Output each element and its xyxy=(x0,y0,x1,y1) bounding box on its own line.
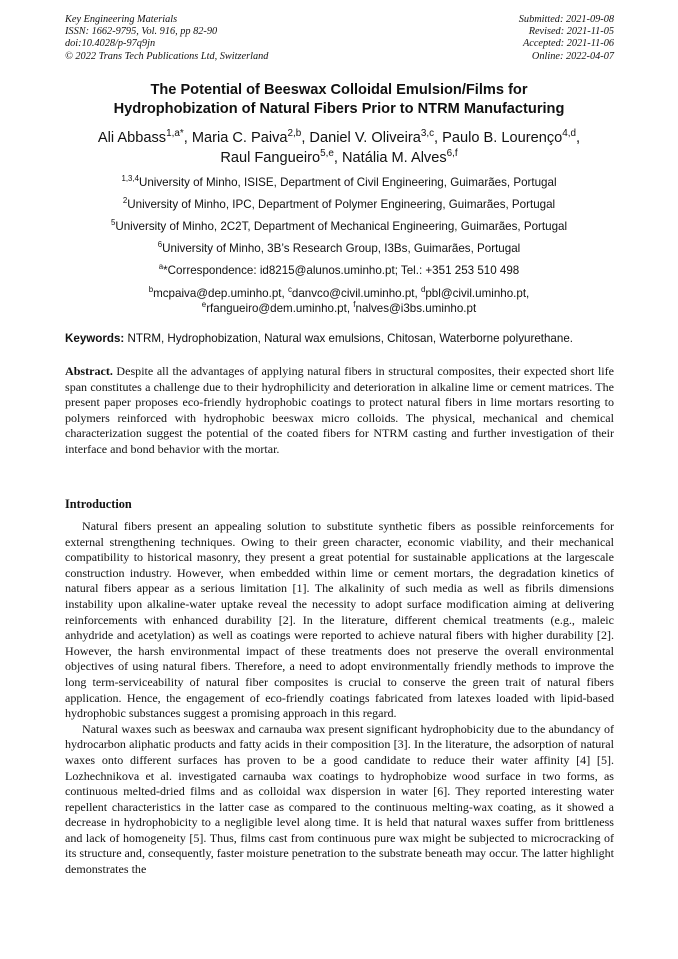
affiliation-text: University of Minho, 2C2T, Department of Mechanical Engineering, Guimarães, Portugal xyxy=(115,220,568,233)
keywords-label: Keywords: xyxy=(65,332,125,345)
email-address: pbl@civil.uminho.pt, xyxy=(425,287,530,300)
email-line xyxy=(55,301,623,316)
author-affiliation-mark: 3,c xyxy=(420,128,435,140)
author-name: Paulo B. Lourenço xyxy=(442,130,563,146)
email-mark: f xyxy=(353,300,356,310)
affiliation-mark: 2 xyxy=(122,196,128,206)
author-separator: , xyxy=(576,130,581,146)
affiliations xyxy=(55,176,623,316)
email-address: danvco@civil.uminho.pt, xyxy=(291,287,421,300)
email-mark: c xyxy=(287,285,292,295)
email-address: mcpaiva@dep.uminho.pt, xyxy=(153,287,288,300)
journal-copyright: © 2022 Trans Tech Publications Ltd, Switzerland xyxy=(65,50,269,62)
email-mark: e xyxy=(201,300,207,310)
author-separator: , xyxy=(333,150,343,166)
revised-date: Revised: 2021-11-05 xyxy=(528,26,614,38)
submission-dates xyxy=(519,14,614,63)
affiliation-text: University of Minho, 3B’s Research Group, I3Bs, Guimarães, Portugal xyxy=(162,242,521,255)
abstract xyxy=(65,364,614,458)
affiliation-mark: 5 xyxy=(110,218,116,228)
email-mark: d xyxy=(420,285,426,295)
introduction-body xyxy=(65,519,614,878)
author-separator: , xyxy=(434,130,443,146)
affiliation-line xyxy=(55,242,623,264)
email-address: nalves@i3bs.uminho.pt xyxy=(355,302,477,315)
email-mark: b xyxy=(148,285,154,295)
abstract-label: Abstract. xyxy=(65,364,113,378)
author-name: Maria C. Paiva xyxy=(191,130,288,146)
journal-doi: doi:10.4028/p-97q9jn xyxy=(65,38,156,50)
affiliation-line xyxy=(55,220,623,242)
author-line xyxy=(55,128,623,148)
online-date: Online: 2022-04-07 xyxy=(531,50,614,62)
email-line xyxy=(55,286,623,301)
author-list xyxy=(55,128,623,168)
author-name: Ali Abbass xyxy=(97,130,167,146)
journal-name: Key Engineering Materials xyxy=(65,14,178,25)
author-name: Natália M. Alves xyxy=(342,150,447,166)
affiliation-line xyxy=(55,198,623,220)
title-line: Hydrophobization of Natural Fibers Prior to NTRM Manufacturing xyxy=(113,100,565,117)
affiliation-mark: a xyxy=(158,262,164,272)
author-name: Raul Fangueiro xyxy=(220,150,321,166)
author-affiliation-mark: 4,d xyxy=(562,128,577,140)
affiliation-text: University of Minho, IPC, Department of Polymer Engineering, Guimarães, Portugal xyxy=(127,198,556,211)
author-emails xyxy=(55,286,623,316)
paper-title xyxy=(60,81,618,118)
paragraph: Natural fibers present an appealing solution to substitute synthetic fibers as possible reinforcements for external strengthening techniques. Owing to their green character, economic viability, and their mechanical compatibility to historical masonry, they present a great potential for sustainable applications at the largescale construction industry. However, when embedded within lime or cement mortars, the degradation kinetics of natural fibers appear as a serious limitation [1]. The alkalinity of such media as well as fibrils dimensions instability upon alkaline-water uptake reveal the necessity to adopt surface modification aiming at delivering reinforcements with enhanced durability [2]. In the literature, different chemical treatments (e.g., maleic anhydride and acetylation) as well as coatings were reported to achieve natural fibers with higher durability [2]. However, the harsh environmental impact of these treatments does not preserve the overall environmental objectives of using natural fibers. Therefore, a need to adopt environmentally friendly methods to improve the long term-serviceability of natural fiber composites is crucial to conserve the green trait of natural fibers application. Hence, the engagement of eco-friendly coatings fabricated from latexes loaded with lipid-based hydrophobic substances suggest a promising approach in this regard. xyxy=(65,519,614,721)
paragraph: Natural waxes such as beeswax and carnauba wax present significant hydrophobicity due to the abundancy of hydrocarbon aliphatic products and fatty acids in their composition [3]. In the literature, the adsorption of natural waxes onto different surfaces has proven to be a good candidate to reduce their water affinity [4] [5]. Lozhechnikova et al. investigated carnauba wax coatings to hydrophobize wood surface in two forms, as continuous melted-dried films and as colloidal wax dispersion in water [6]. They reported interesting water repellent characteristics in the latter case as compared to the continuous melting-wax coating, as it showed a decrease in hydrophobicity to a negligible level along time. It is held that natural waxes suffer from brittleness and lack of homogeneity [5]. Thus, films cast from continuous pure wax might be subjected to microcracking of its structure and, consequently, faster moisture penetration to the substrate beneath may occur. The latter highlight demonstrates the xyxy=(65,721,614,877)
affiliation-mark: 6 xyxy=(157,240,163,250)
submitted-date: Submitted: 2021-09-08 xyxy=(518,14,614,25)
author-line xyxy=(55,148,623,168)
accepted-date: Accepted: 2021-11-06 xyxy=(522,38,614,50)
affiliation-mark: 1,3,4 xyxy=(121,174,139,184)
author-separator: , xyxy=(183,130,192,146)
affiliation-line xyxy=(55,176,623,198)
keywords-text: NTRM, Hydrophobization, Natural wax emulsions, Chitosan, Waterborne polyurethane. xyxy=(124,332,573,345)
title-line: The Potential of Beeswax Colloidal Emulsion/Films for xyxy=(150,82,528,98)
author-affiliation-mark: 2,b xyxy=(287,128,302,140)
author-affiliation-mark: 5,e xyxy=(320,148,334,160)
affiliation-text: University of Minho, ISISE, Department of Civil Engineering, Guimarães, Portugal xyxy=(138,176,557,189)
journal-info xyxy=(65,14,268,63)
author-affiliation-mark: 6,f xyxy=(446,148,458,160)
correspondence-text: *Correspondence: id8215@alunos.uminho.pt; Tel.: +351 253 510 498 xyxy=(163,264,520,277)
author-affiliation-mark: 1,a* xyxy=(166,128,184,140)
section-heading-introduction: Introduction xyxy=(65,497,132,511)
correspondence-line xyxy=(55,264,623,286)
author-separator: , xyxy=(301,130,310,146)
abstract-text: Despite all the advantages of applying natural fibers in structural composites, their expected short life span constitutes a challenge due to their hydrophilicity and deterioration in alkaline lime or cement matrices. The present paper proposes eco-friendly hydrophobic coatings to protect natural fibers in lime mortars resorting to polymers reinforced with hydrophobic beeswax micro colloids. The physical, mechanical and chemical characterization suggest the potential of the coated fibers for NTRM casting and further investigation of their interface and bond behavior with the mortar. xyxy=(65,364,614,456)
journal-issn: ISSN: 1662-9795, Vol. 916, pp 82-90 xyxy=(65,26,218,38)
email-address: rfangueiro@dem.uminho.pt, xyxy=(206,302,354,315)
author-name: Daniel V. Oliveira xyxy=(309,130,421,146)
keywords xyxy=(65,332,615,345)
